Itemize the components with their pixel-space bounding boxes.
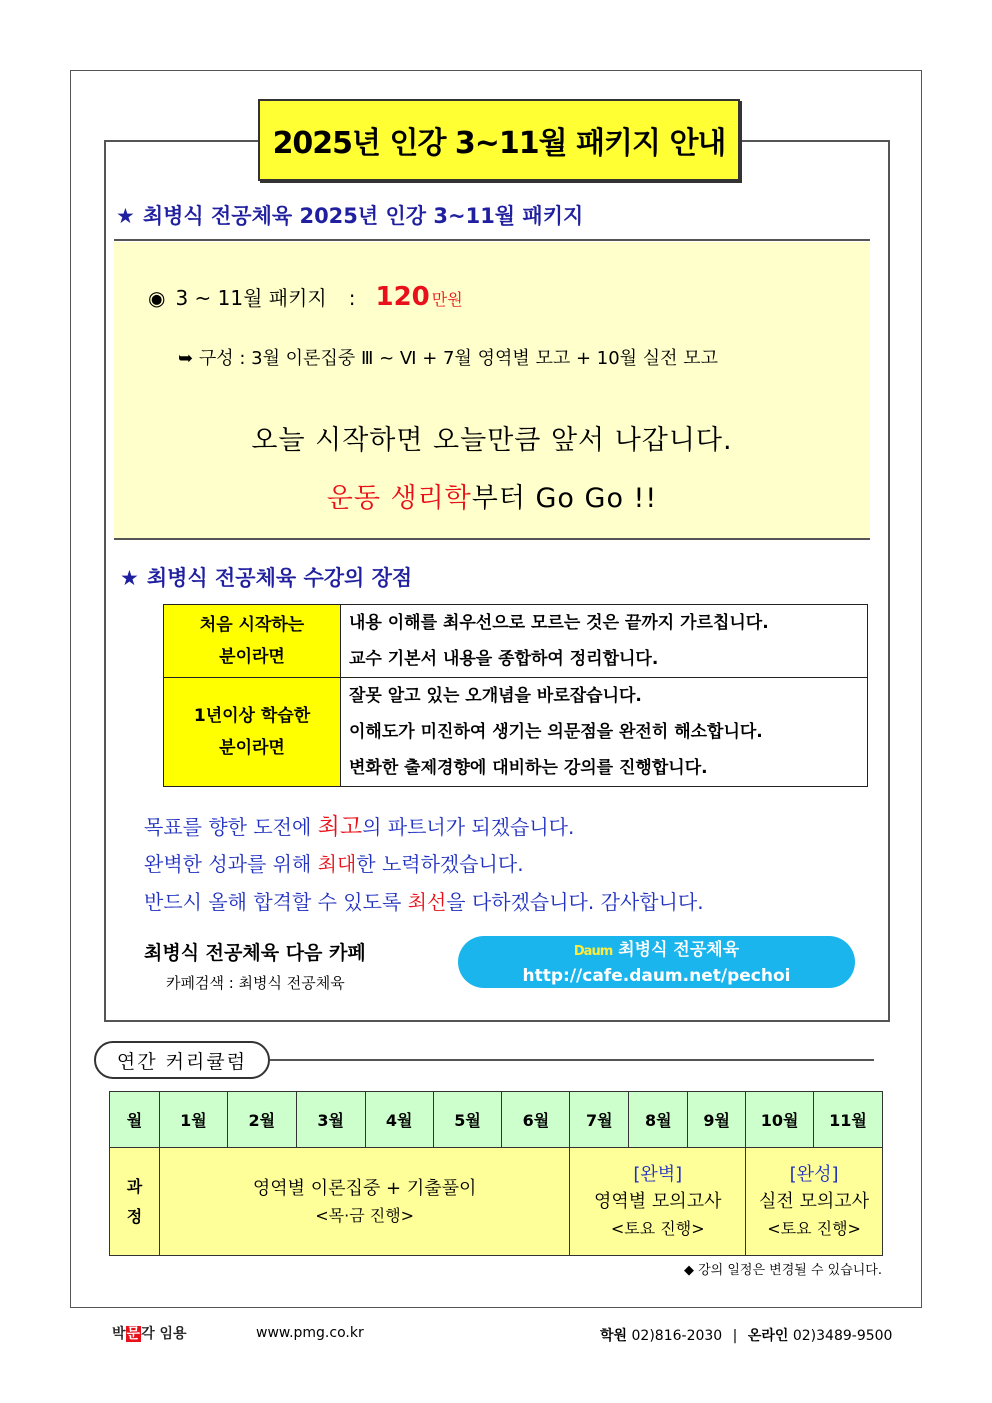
package-price: 120 xyxy=(375,282,430,312)
month-cell: 5월 xyxy=(433,1092,502,1148)
table-row xyxy=(164,678,868,787)
curriculum-table xyxy=(109,1091,883,1256)
cafe-search: 카페검색 : 최병식 전공체육 xyxy=(166,974,345,992)
website-link[interactable]: www.pmg.co.kr xyxy=(256,1325,364,1341)
list-item: 잘못 알고 있는 오개념을 바로잡습니다. xyxy=(349,686,642,706)
month-header: 월 xyxy=(110,1092,160,1148)
brand-logo: 박문각 임용 xyxy=(112,1326,187,1342)
promise-line-3: 반드시 올해 합격할 수 있도록 최선을 다하겠습니다. 감사합니다. xyxy=(144,890,704,914)
slogan-line2 xyxy=(114,476,870,515)
online-phone: 02)3489-9500 xyxy=(792,1328,893,1344)
curriculum-tag: 연간 커리큘럼 xyxy=(94,1041,270,1079)
section2-heading: ★ 최병식 전공체육 수강의 장점 xyxy=(120,566,413,590)
slogan-rest: 부터 Go Go !! xyxy=(471,483,658,514)
row-label: 1년이상 학습한 분이라면 xyxy=(164,678,341,787)
month-cell: 2월 xyxy=(227,1092,296,1148)
list-item: 이해도가 미진하여 생기는 의문점을 완전히 해소합니다. xyxy=(349,722,763,742)
course-label: 과 정 xyxy=(110,1148,160,1256)
divider xyxy=(114,538,870,540)
composition-text: 구성 : 3월 이론집중 Ⅲ ~ Ⅵ + 7월 영역별 모고 + 10월 실전 모고 xyxy=(198,348,719,369)
month-cell: 11월 xyxy=(814,1092,883,1148)
month-cell: 7월 xyxy=(570,1092,629,1148)
list-item: 교수 기본서 내용을 종합하여 정리합니다. xyxy=(349,649,659,669)
row-label: 처음 시작하는 분이라면 xyxy=(164,605,341,678)
table-row xyxy=(110,1092,883,1148)
list-item: 내용 이해를 최우선으로 모르는 것은 끝까지 가르칩니다. xyxy=(349,613,769,633)
package-label: 3 ~ 11월 패키지 xyxy=(175,286,327,310)
divider xyxy=(114,239,870,241)
slogan-line1: 오늘 시작하면 오늘만큼 앞서 나갑니다. xyxy=(251,425,733,456)
schedule-note: ◆ 강의 일정은 변경될 수 있습니다. xyxy=(683,1263,882,1278)
course-block-area-mock: [완벽] 영역별 모의고사 <토요 진행> xyxy=(570,1148,746,1256)
star-icon: ★ xyxy=(116,204,135,228)
slogan-highlight: 운동 생리학 xyxy=(326,483,472,514)
row-content xyxy=(341,678,868,787)
page-title: 2025년 인강 3~11월 패키지 안내 xyxy=(258,99,740,181)
course-block-final-mock: [완성] 실전 모의고사 <토요 진행> xyxy=(746,1148,883,1256)
radio-bullet-icon: ◉ xyxy=(148,286,166,310)
package-line xyxy=(148,282,463,312)
cafe-name: 최병식 전공체육 xyxy=(618,940,740,960)
cafe-link[interactable] xyxy=(458,936,855,988)
daum-logo-icon: Daum xyxy=(573,944,613,959)
cafe-title: 최병식 전공체육 다음 카페 xyxy=(144,942,366,964)
table-row xyxy=(164,605,868,678)
table-row xyxy=(110,1148,883,1256)
section1-heading: ★ 최병식 전공체육 2025년 인강 3~11월 패키지 xyxy=(116,204,584,228)
price-unit: 만원 xyxy=(431,290,463,309)
arrow-icon: ➥ xyxy=(178,348,194,369)
contact-info: 학원 02)816-2030 | 온라인 02)3489-9500 xyxy=(600,1328,893,1344)
cafe-url[interactable]: http://cafe.daum.net/pechoi xyxy=(522,966,791,986)
star-icon: ★ xyxy=(120,566,139,590)
month-cell: 1월 xyxy=(159,1092,227,1148)
promise-line-1: 목표를 향한 도전에 최고의 파트너가 되겠습니다. xyxy=(144,814,575,840)
promise-line-2: 완벽한 성과를 위해 최대한 노력하겠습니다. xyxy=(144,852,524,876)
month-cell: 4월 xyxy=(365,1092,433,1148)
divider xyxy=(270,1059,874,1061)
package-colon: : xyxy=(348,286,356,310)
month-cell: 9월 xyxy=(688,1092,746,1148)
list-item: 변화한 출제경향에 대비하는 강의를 진행합니다. xyxy=(349,758,708,778)
row-content xyxy=(341,605,868,678)
advantages-table xyxy=(163,604,868,787)
composition-line xyxy=(178,344,718,370)
month-cell: 10월 xyxy=(746,1092,814,1148)
academy-phone: 02)816-2030 xyxy=(631,1328,723,1344)
month-cell: 6월 xyxy=(502,1092,570,1148)
month-cell: 3월 xyxy=(296,1092,365,1148)
course-block-theory: 영역별 이론집중 + 기출풀이 <목·금 진행> xyxy=(159,1148,569,1256)
month-cell: 8월 xyxy=(629,1092,688,1148)
